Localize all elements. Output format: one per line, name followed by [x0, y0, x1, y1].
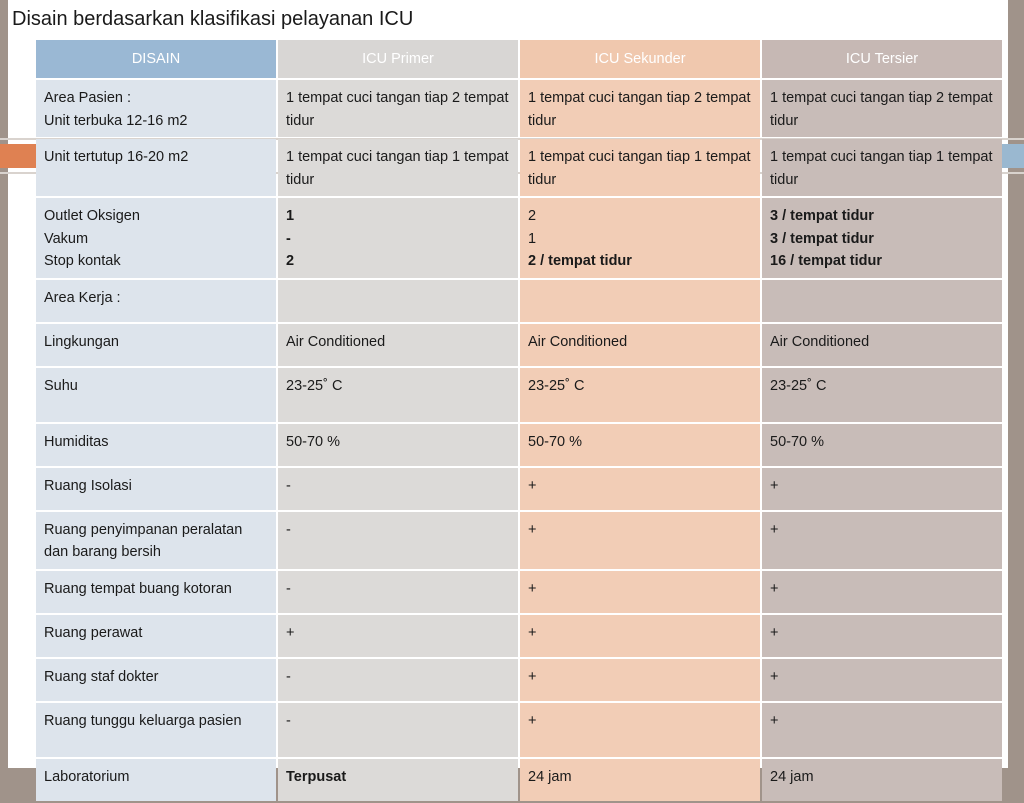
table-row — [36, 512, 1002, 569]
table-cell — [762, 659, 1002, 701]
table-cell — [278, 198, 518, 278]
row-label-cell — [36, 512, 276, 569]
table-cell — [278, 324, 518, 366]
table-cell — [762, 615, 1002, 657]
table-row — [36, 615, 1002, 657]
cell-text: 3 / tempat tidur — [770, 230, 874, 247]
table-cell — [762, 571, 1002, 613]
table-row — [36, 703, 1002, 757]
cell-text: Ruang tempat buang kotoran — [44, 580, 232, 597]
table-row — [36, 468, 1002, 510]
cell-text: 16 / tempat tidur — [770, 253, 882, 269]
cell-text: 1 — [528, 230, 537, 247]
cell-text: Laboratorium — [44, 768, 130, 785]
cell-text: 24 jam — [770, 768, 814, 785]
row-label-cell — [36, 280, 276, 322]
cell-text: 50-70 % — [528, 433, 583, 450]
cell-text: 23-25˚ C — [770, 377, 827, 394]
cell-text: Lingkungan — [44, 333, 119, 350]
cell-text: + — [528, 624, 537, 641]
cell-text: + — [770, 712, 779, 729]
cell-text: + — [770, 624, 779, 641]
cell-text: + — [528, 477, 537, 494]
header-icu-tersier: ICU Tersier — [762, 40, 1002, 78]
cell-text: Ruang penyimpanan peralatan dan barang bersih — [44, 521, 243, 560]
table-cell — [278, 80, 518, 137]
cell-text: 2 — [528, 208, 537, 224]
table-cell — [278, 139, 518, 196]
table-row — [36, 139, 1002, 196]
cell-text: 50-70 % — [770, 433, 825, 450]
cell-text: - — [286, 477, 291, 494]
cell-text: Area Pasien : — [44, 90, 132, 106]
cell-text: + — [528, 668, 537, 685]
cell-text: + — [528, 580, 537, 597]
cell-text: Area Kerja : — [44, 289, 121, 306]
cell-text: Air Conditioned — [770, 333, 870, 350]
table-cell — [278, 468, 518, 510]
table-cell — [762, 324, 1002, 366]
cell-text: Outlet Oksigen — [44, 208, 140, 224]
table-row — [36, 571, 1002, 613]
cell-text: - — [286, 668, 291, 685]
table-cell — [762, 512, 1002, 569]
slide-title: Disain berdasarkan klasifikasi pelayanan ICU — [12, 8, 414, 30]
table-row — [36, 424, 1002, 466]
cell-text: 1 tempat cuci tangan tiap 2 tempat tidur — [528, 90, 751, 129]
table-cell — [762, 198, 1002, 278]
table-cell — [520, 703, 760, 757]
cell-text: + — [770, 580, 779, 597]
cell-text: 23-25˚ C — [286, 377, 343, 394]
cell-text: 24 jam — [528, 768, 572, 785]
row-label-cell — [36, 139, 276, 196]
icu-design-table — [34, 38, 1004, 803]
cell-text: - — [286, 521, 291, 538]
cell-text: Unit tertutup 16-20 m2 — [44, 149, 189, 165]
table-cell — [520, 659, 760, 701]
row-label-cell — [36, 80, 276, 137]
cell-text: 2 / tempat tidur — [528, 253, 632, 269]
cell-text: + — [770, 477, 779, 494]
table-cell — [278, 512, 518, 569]
cell-text: Stop kontak — [44, 253, 121, 269]
cell-text: 2 — [286, 253, 295, 269]
accent-orange-block — [0, 144, 38, 168]
table-cell — [520, 139, 760, 196]
table-cell — [278, 759, 518, 801]
cell-text: + — [528, 521, 537, 538]
row-label-cell — [36, 759, 276, 801]
cell-text: Ruang Isolasi — [44, 477, 132, 494]
cell-text: Ruang perawat — [44, 624, 143, 641]
cell-text: - — [286, 230, 291, 247]
cell-text: 1 tempat cuci tangan tiap 2 tempat tidur — [286, 90, 509, 129]
cell-text: 1 tempat cuci tangan tiap 1 tempat tidur — [770, 149, 993, 188]
table-row — [36, 368, 1002, 422]
row-label-cell — [36, 324, 276, 366]
table-header-row — [36, 40, 1002, 78]
row-label-cell — [36, 571, 276, 613]
cell-text: Unit terbuka 12-16 m2 — [44, 112, 188, 129]
cell-text: 50-70 % — [286, 433, 341, 450]
cell-text: + — [286, 624, 295, 641]
cell-text: Air Conditioned — [286, 333, 386, 350]
row-label-cell — [36, 703, 276, 757]
cell-text: Vakum — [44, 230, 89, 247]
header-icu-primer: ICU Primer — [278, 40, 518, 78]
table-cell — [278, 659, 518, 701]
table-cell — [520, 80, 760, 137]
table-cell — [520, 512, 760, 569]
row-label-cell — [36, 615, 276, 657]
cell-text: Suhu — [44, 377, 78, 394]
table-cell — [762, 80, 1002, 137]
table-cell — [278, 424, 518, 466]
row-label-cell — [36, 468, 276, 510]
table-cell — [520, 468, 760, 510]
table-cell — [520, 324, 760, 366]
header-icu-sekunder: ICU Sekunder — [520, 40, 760, 78]
cell-text: 1 — [286, 208, 295, 224]
table-row — [36, 198, 1002, 278]
table-cell — [520, 368, 760, 422]
table-row — [36, 759, 1002, 801]
cell-text: Terpusat — [286, 768, 347, 785]
table-cell — [278, 280, 518, 322]
table-cell — [762, 139, 1002, 196]
cell-text: + — [528, 712, 537, 729]
row-label-cell — [36, 198, 276, 278]
table-cell — [278, 615, 518, 657]
cell-text: - — [286, 580, 291, 597]
cell-text: 1 tempat cuci tangan tiap 1 tempat tidur — [286, 149, 509, 188]
header-disain: DISAIN — [36, 40, 276, 78]
row-label-cell — [36, 368, 276, 422]
table-cell — [762, 468, 1002, 510]
table-cell — [520, 280, 760, 322]
cell-text: + — [770, 521, 779, 538]
table-cell — [520, 571, 760, 613]
table-row — [36, 659, 1002, 701]
table-cell — [762, 424, 1002, 466]
cell-text: 1 tempat cuci tangan tiap 1 tempat tidur — [528, 149, 751, 188]
cell-text: 23-25˚ C — [528, 377, 585, 394]
table-cell — [278, 703, 518, 757]
row-label-cell — [36, 424, 276, 466]
cell-text: Ruang staf dokter — [44, 668, 159, 685]
cell-text: Air Conditioned — [528, 333, 628, 350]
cell-text: - — [286, 712, 291, 729]
table-cell — [762, 703, 1002, 757]
table-cell — [762, 368, 1002, 422]
cell-text: 3 / tempat tidur — [770, 208, 874, 224]
table-cell — [762, 759, 1002, 801]
table-cell — [278, 368, 518, 422]
table-cell — [520, 198, 760, 278]
row-label-cell — [36, 659, 276, 701]
cell-text: Humiditas — [44, 433, 109, 450]
table-cell — [520, 759, 760, 801]
table-cell — [762, 280, 1002, 322]
cell-text: + — [770, 668, 779, 685]
table-cell — [278, 571, 518, 613]
cell-text: 1 tempat cuci tangan tiap 2 tempat tidur — [770, 90, 993, 129]
table-row — [36, 324, 1002, 366]
table-cell — [520, 424, 760, 466]
table-row — [36, 280, 1002, 322]
table-row — [36, 80, 1002, 137]
cell-text: Ruang tunggu keluarga pasien — [44, 712, 242, 729]
table-cell — [520, 615, 760, 657]
